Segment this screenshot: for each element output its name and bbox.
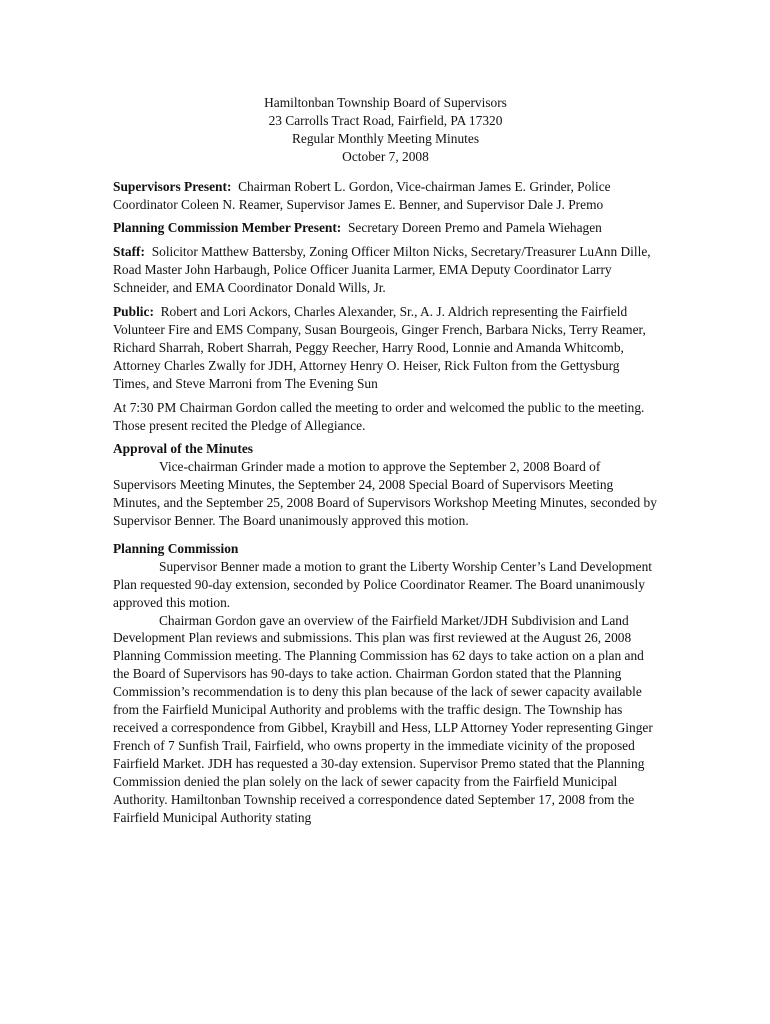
supervisors-present-label: Supervisors Present: — [113, 178, 232, 194]
staff-text: Solicitor Matthew Battersby, Zoning Officer Milton Nicks, Secretary/Treasurer LuAnn Dille, Road Master John Harbaugh, Police Officer Juanita Larmer, EMA Deputy Coordinator Larry Schneider, and EMA Coordinator Donald Wills, Jr. — [113, 244, 651, 296]
opening-paragraph: At 7:30 PM Chairman Gordon called the meeting to order and welcomed the public to the meeting. Those present recited the Pledge of Allegiance. — [113, 399, 645, 433]
planning-member-text: Secretary Doreen Premo and Pamela Wiehagen — [347, 220, 602, 236]
header-address: 23 Carrolls Tract Road, Fairfield, PA 17320 — [268, 112, 503, 128]
document-page — [113, 94, 658, 826]
header-organization: Hamiltonban Township Board of Supervisors — [264, 95, 507, 110]
public-label: Public: — [113, 304, 154, 320]
supervisors-present-text: Chairman Robert L. Gordon, Vice-chairman James E. Grinder, Police Coordinator Coleen N. Reamer, Supervisor James E. Benner, and Supervisor Dale J. Premo — [113, 178, 611, 212]
public-paragraph — [113, 303, 658, 393]
public-text: Robert and Lori Ackors, Charles Alexander, Sr., A. J. Aldrich representing the Fairfield Volunteer Fire and EMS Company, Susan Bourgeois, Ginger French, Barbara Nicks, Terry Reamer, Richard Sharrah, Robert Sharrah, Peggy Reecher, Harry Rood, Lonnie and Amanda Whitcomb, Attorney Charles Zwally for JDH, Attorney Henry O. Heiser, Rick Fulton from the Gettysburg Times, and Steve Marroni from The Evening Sun — [113, 304, 646, 391]
planning-commission-heading: Planning Commission — [113, 540, 239, 556]
staff-label: Staff: — [113, 244, 145, 260]
planning-member-paragraph — [113, 219, 658, 237]
supervisors-present-paragraph — [113, 178, 658, 214]
header-meeting-type: Regular Monthly Meeting Minutes — [291, 130, 480, 146]
planning-commission-paragraph-1: Supervisor Benner made a motion to grant the Liberty Worship Center’s Land Development Plan requested 90-day extension, seconded by Police Coordinator Reamer. The Board unanimously approved this motion. — [113, 558, 653, 610]
planning-member-label: Planning Commission Member Present: — [113, 220, 342, 236]
staff-paragraph — [113, 243, 658, 297]
approval-of-minutes-heading: Approval of the Minutes — [113, 441, 253, 457]
approval-of-minutes-text: Vice-chairman Grinder made a motion to approve the September 2, 2008 Board of Supervisors Meeting Minutes, the September 24, 2008 Special Board of Supervisors Meeting Minutes, and the September 25, 2008 Board of Supervisors Workshop Meeting Minutes, seconded by Supervisor Benner. The Board unanimously approved this motion. — [113, 459, 657, 529]
document-header — [113, 94, 658, 166]
planning-commission-paragraph-2: Chairman Gordon gave an overview of the Fairfield Market/JDH Subdivision and Land Development Plan reviews and submissions. This plan was first reviewed at the August 26, 2008 Planning Commission meeting. The Planning Commission has 62 days to take action on a plan and the Board of Supervisors has 90-days to take action. Chairman Gordon stated that the Planning Commission’s recommendation is to deny this plan because of the lack of sewer capacity available from the Fairfield Municipal Authority and problems with the traffic design. The Township has received a correspondence from Gibbel, Kraybill and Hess, LLP Attorney Yoder representing Ginger French of 7 Sunfish Trail, Fairfield, who owns property in the immediate vicinity of the proposed Fairfield Market. JDH has requested a 30-day extension. Supervisor Premo stated that the Planning Commission denied the plan solely on the lack of sewer capacity from the Fairfield Municipal Authority. Hamiltonban Township received a correspondence dated September 17, 2008 from the Fairfield Municipal Authority stating — [113, 612, 653, 825]
header-date: October 7, 2008 — [342, 148, 429, 164]
